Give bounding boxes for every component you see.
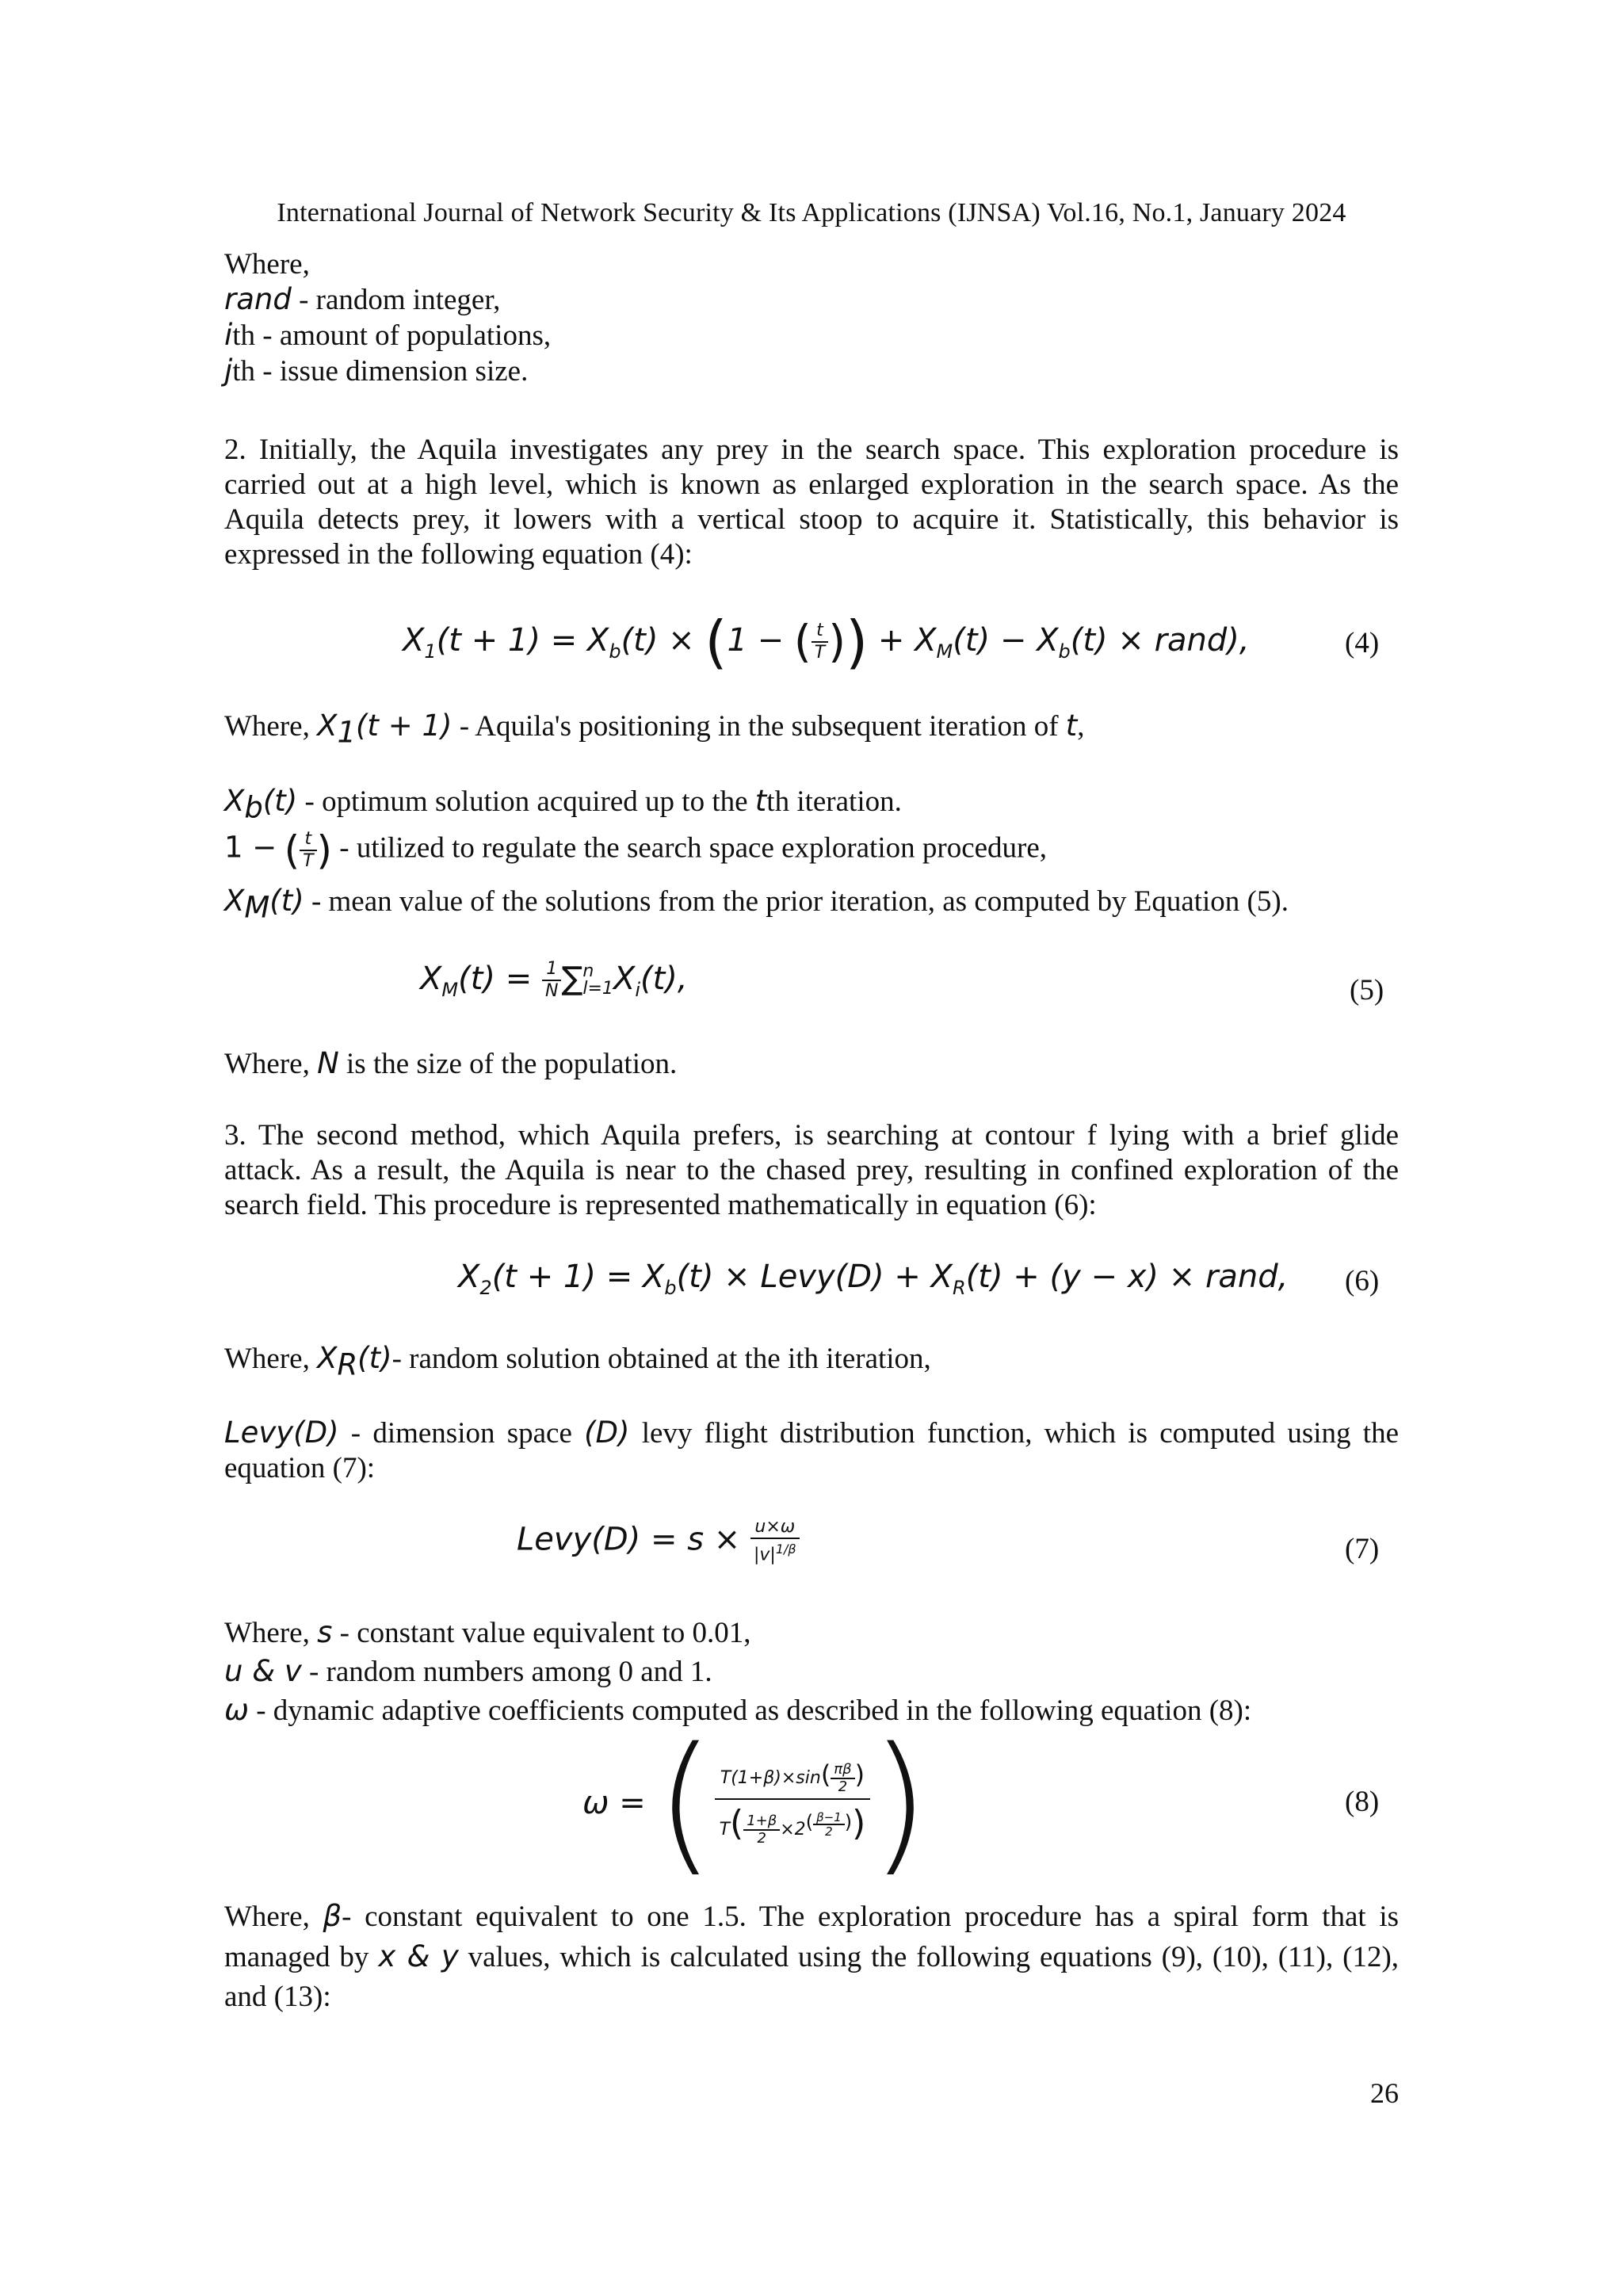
- frac-denominator: [750, 1539, 800, 1565]
- math-symbol: i: [224, 318, 233, 352]
- math-subscript: R: [337, 1347, 358, 1382]
- def-text: - dimension space: [338, 1417, 585, 1450]
- math-symbol: X: [224, 884, 245, 918]
- eq-paren: (: [805, 1810, 814, 1833]
- def-omega: [224, 1693, 1399, 1729]
- def-text: - dynamic adaptive coefficients computed as described in the following equation (8):: [248, 1694, 1252, 1727]
- frac-numerator: πβ: [831, 1762, 854, 1779]
- math-symbol: (t + 1): [356, 709, 453, 743]
- page-number: 26: [1370, 2077, 1399, 2109]
- math-symbol: (D): [584, 1415, 630, 1450]
- eq-term: X: [420, 961, 442, 997]
- math-symbol: x & y: [378, 1939, 459, 1973]
- def-j: [224, 353, 1399, 389]
- def-text: levy flight distribution function, which is computed using the equation (7):: [224, 1417, 1399, 1484]
- equation-number-7: (7): [1345, 1533, 1380, 1565]
- sum-limits: [582, 963, 613, 998]
- eq-term: (t) × rand),: [1070, 622, 1250, 659]
- eq-term: X: [403, 622, 425, 659]
- eq8-numerator: [715, 1759, 871, 1800]
- frac-numerator: u×ω: [750, 1517, 800, 1539]
- eq-term: ω =: [582, 1785, 656, 1821]
- def-text: values, which is calculated using the following equations (9), (10), (11), (12), and (13):: [224, 1941, 1400, 2013]
- equation-number-4: (4): [1345, 627, 1380, 659]
- math-subscript: M: [244, 890, 270, 925]
- where-label: Where,: [224, 1617, 318, 1649]
- math-symbol: X: [317, 709, 338, 743]
- math-subscript: 1: [337, 715, 356, 750]
- frac-denominator: T: [303, 851, 314, 871]
- eq-paren: ): [846, 609, 869, 675]
- equation-number-8: (8): [1345, 1786, 1380, 1818]
- def-text: - random numbers among 0 and 1.: [301, 1656, 712, 1688]
- running-header: International Journal of Network Security & Its Applications (IJNSA) Vol.16, No.1, January 2024: [277, 198, 1346, 227]
- def-text: - Aquila's positioning in the subsequent iteration of: [452, 710, 1066, 743]
- equation-4: [403, 609, 1250, 675]
- where-label: Where,: [224, 248, 310, 281]
- def-regulate: [224, 829, 1399, 872]
- def-xm: [224, 884, 1399, 925]
- def-i: [224, 318, 1399, 353]
- eq-term: (t) ×: [621, 622, 705, 659]
- eq-subscript: M: [441, 979, 459, 1001]
- eq-paren: (: [730, 1803, 744, 1843]
- frac-numerator: t: [812, 621, 828, 643]
- where-x1: [224, 709, 1399, 750]
- eq-subscript: R: [953, 1277, 966, 1299]
- eq-paren: ): [316, 827, 333, 873]
- eq-subscript: b: [609, 640, 621, 663]
- math-symbol: N: [317, 1046, 339, 1080]
- eq8-denominator: [715, 1800, 871, 1847]
- eq-term: (t + 1) = X: [491, 1259, 665, 1295]
- eq-fraction: [300, 829, 316, 872]
- def-text: th - issue dimension size.: [232, 355, 529, 388]
- math-symbol: (t): [262, 784, 298, 818]
- frac-denominator: T: [814, 643, 826, 663]
- frac-numerator: 1+β: [743, 1813, 780, 1831]
- eq-term: 1 −: [727, 622, 794, 659]
- eq-paren: (: [284, 827, 300, 873]
- eq-subscript: 1: [424, 640, 437, 663]
- eq-paren: ): [852, 1803, 866, 1843]
- where-label: Where,: [224, 1343, 318, 1375]
- where-label: Where,: [224, 1048, 318, 1080]
- def-text: th iteration.: [766, 785, 902, 818]
- equation-number-5: (5): [1350, 974, 1384, 1007]
- math-symbol: (t): [269, 884, 304, 918]
- eq-term: Levy(D) = s ×: [517, 1521, 750, 1558]
- where-label: Where,: [224, 710, 318, 743]
- equation-8: [582, 1715, 930, 1890]
- eq-big-paren-left: (: [655, 1715, 715, 1890]
- eq-subscript: b: [1058, 640, 1071, 663]
- eq-term: X: [613, 961, 636, 997]
- frac-denominator: 2: [825, 1824, 833, 1839]
- levy-definition: [224, 1415, 1399, 1486]
- eq-fraction: [743, 1813, 780, 1847]
- def-text: - utilized to regulate the search space exploration procedure,: [332, 831, 1048, 865]
- eq-fraction: [542, 959, 561, 1002]
- eq-term: (t) + (y − x) × rand,: [965, 1259, 1289, 1295]
- eq-fraction: [812, 621, 828, 663]
- eq-paren: (: [820, 1759, 831, 1790]
- def-text: ,: [1077, 710, 1085, 743]
- eq-subscript: b: [664, 1277, 677, 1299]
- equation-number-6: (6): [1345, 1265, 1380, 1297]
- eq-term: + X: [868, 622, 937, 659]
- def-text: - mean value of the solutions from the prior iteration, as computed by Equation (5).: [304, 885, 1289, 918]
- eq8-fraction: [715, 1759, 871, 1847]
- def-text: - random solution obtained at the ith iteration,: [391, 1343, 931, 1375]
- paragraph-2: 2. Initially, the Aquila investigates any prey in the search space. This exploration procedure is carried out at a high level, which is known as enlarged exploration in the search space. As the Aquila detects prey, it lowers with a vertical stoop to acquire it. Statistically, this behavior is expressed in the following equation (4):: [224, 434, 1399, 571]
- eq-fraction: [813, 1811, 845, 1838]
- where-XR: [224, 1341, 1399, 1382]
- math-symbol: Levy(D): [224, 1415, 339, 1450]
- math-symbol: X: [224, 784, 245, 818]
- frac-denominator: 2: [757, 1830, 766, 1847]
- math-symbol: rand: [224, 282, 292, 316]
- eq-paren: ): [828, 616, 846, 668]
- frac-numerator: t: [300, 829, 316, 851]
- def-rand: [224, 282, 1399, 318]
- where-label: Where,: [224, 1901, 323, 1933]
- math-symbol: j: [224, 353, 233, 388]
- paragraph-beta: [224, 1897, 1399, 2017]
- eq-term: (t) × Levy(D) + X: [676, 1259, 953, 1295]
- def-text: th - amount of populations,: [232, 319, 552, 352]
- eq-sum-symbol: ∑: [561, 961, 583, 997]
- eq-paren: ): [844, 1810, 853, 1833]
- eq-subscript: i: [635, 979, 641, 1001]
- eq-fraction: [831, 1762, 854, 1795]
- sum-lower: l=1: [582, 979, 613, 999]
- eq-subscript: M: [936, 640, 953, 663]
- def-uv: [224, 1654, 1399, 1690]
- frac-numerator: 1: [542, 959, 561, 981]
- eq-fraction: [750, 1517, 800, 1565]
- where-N: [224, 1046, 1399, 1082]
- eq-subscript: 2: [479, 1277, 492, 1299]
- frac-numerator: β−1: [813, 1811, 845, 1825]
- frac-den-base: |v|: [753, 1545, 776, 1565]
- eq-term: T(1+β)×sin: [720, 1768, 821, 1788]
- def-s: [224, 1615, 1399, 1651]
- def-text: - constant equivalent to one 1.5. The exploration procedure has a spiral form that is managed by: [224, 1901, 1400, 1973]
- eq-paren: (: [793, 616, 812, 668]
- math-symbol: u & v: [224, 1654, 302, 1688]
- eq-term: (t + 1) = X: [436, 622, 609, 659]
- eq-paren: ): [854, 1759, 865, 1790]
- frac-denominator: N: [544, 981, 559, 1001]
- def-text: - constant value equivalent to 0.01,: [332, 1617, 751, 1649]
- sum-upper: n: [582, 961, 594, 981]
- def-text: is the size of the population.: [338, 1048, 678, 1080]
- math-symbol: s: [317, 1615, 333, 1649]
- math-symbol: t: [1065, 709, 1078, 743]
- def-text: - random integer,: [291, 284, 501, 316]
- paragraph-3: 3. The second method, which Aquila prefers, is searching at contour f lying with a brief glide attack. As a result, the Aquila is near to the chased prey, resulting in confined exploration of the search field. This procedure is represented mathematically in equation (6):: [224, 1119, 1399, 1221]
- eq-term: X: [458, 1259, 480, 1295]
- math-symbol: β: [323, 1899, 342, 1933]
- def-xb: [224, 784, 1399, 825]
- math-symbol: t: [754, 784, 767, 818]
- eq-term: ×2: [780, 1820, 806, 1839]
- eq-term: (t),: [640, 961, 688, 997]
- def-text: - optimum solution acquired up to the: [297, 785, 755, 818]
- math-symbol: (t): [357, 1341, 392, 1375]
- eq-exponent: [805, 1810, 853, 1839]
- where-block-1: [224, 247, 1399, 389]
- math-symbol: ω: [224, 1693, 249, 1727]
- math-subscript: b: [244, 790, 263, 825]
- equation-6: [458, 1259, 1288, 1299]
- eq-paren: (: [705, 609, 727, 675]
- eq-term: (t) − X: [953, 622, 1059, 659]
- eq-big-paren-right: ): [870, 1715, 930, 1890]
- eq-term: (t) =: [458, 961, 542, 997]
- math-symbol: 1 −: [224, 830, 277, 865]
- eq-term: T: [719, 1820, 731, 1839]
- equation-7: [517, 1517, 800, 1565]
- frac-den-exponent: 1/β: [775, 1541, 796, 1557]
- where-block-3: [224, 1615, 1399, 1729]
- math-symbol: X: [317, 1341, 338, 1375]
- equation-5: [420, 959, 688, 1002]
- frac-denominator: 2: [838, 1778, 848, 1795]
